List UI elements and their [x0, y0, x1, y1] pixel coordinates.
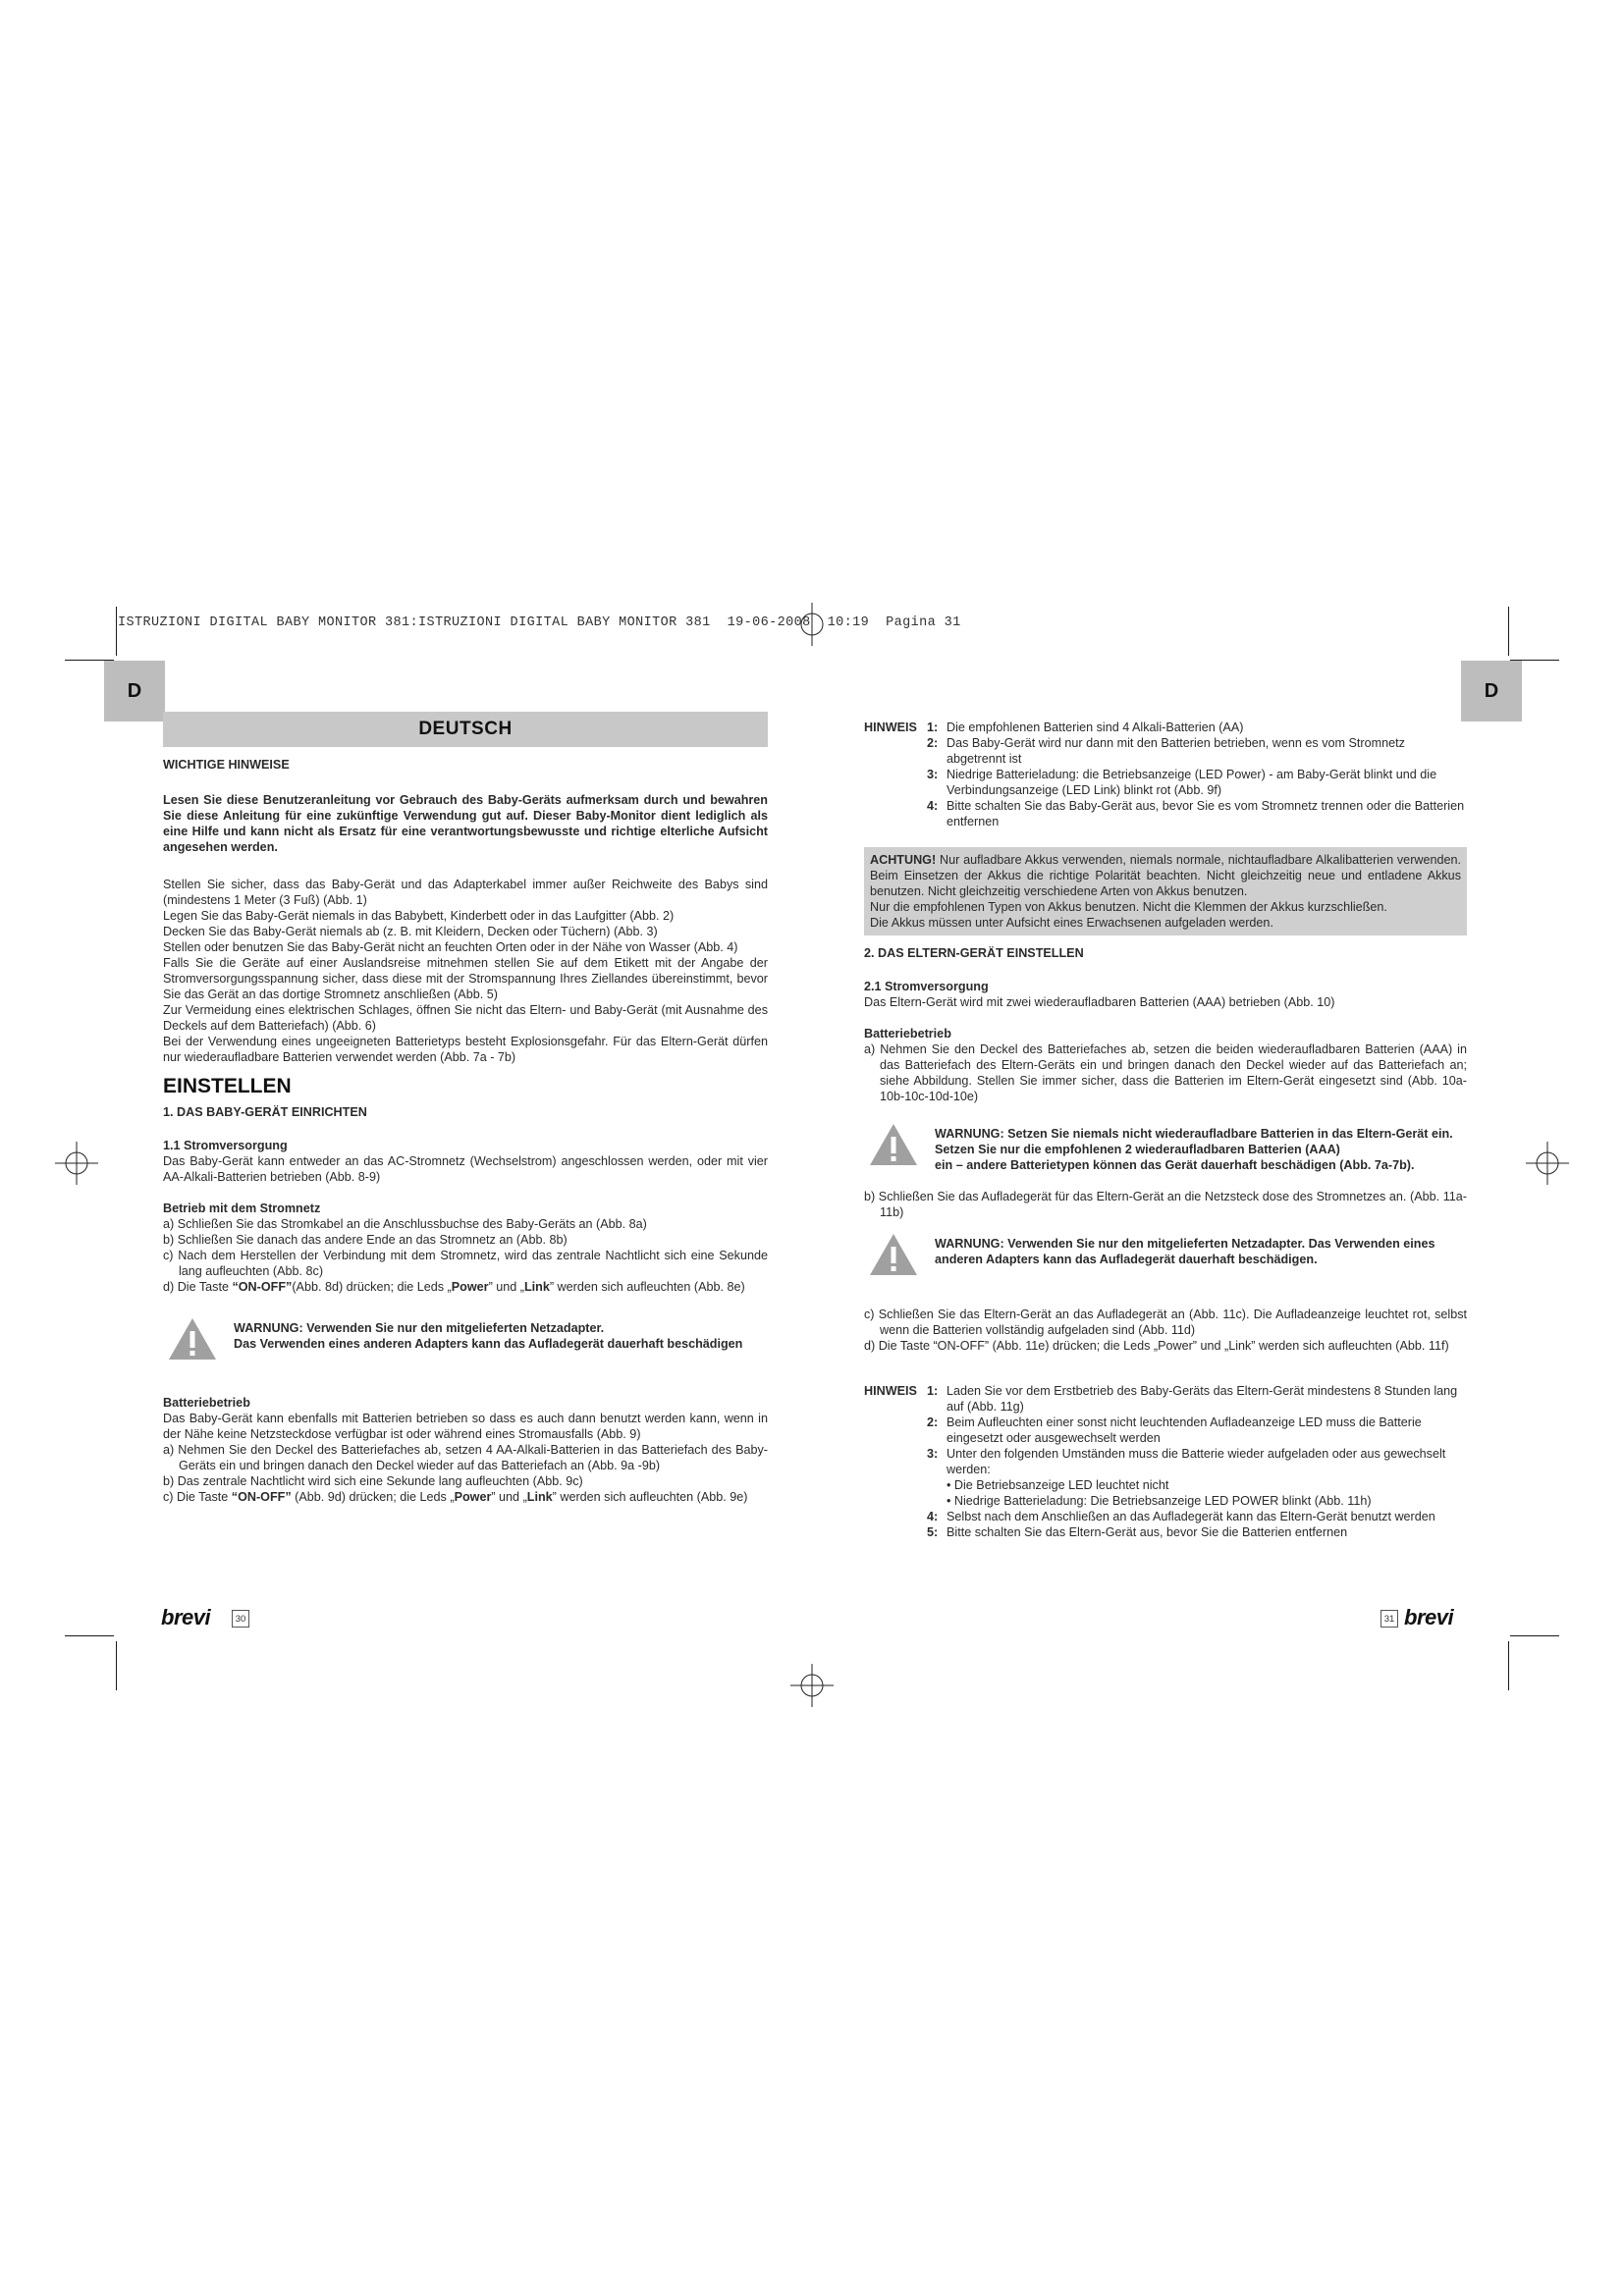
warning-triangle-icon	[868, 1232, 919, 1277]
baby-unit-heading: 1. DAS BABY-GERÄT EINRICHTEN	[163, 1105, 367, 1119]
crop-mark	[116, 607, 117, 656]
warning-triangle-icon	[167, 1316, 218, 1362]
safety-line: Zur Vermeidung eines elektrischen Schlages, öffnen Sie nicht das Eltern- und Baby-Gerät (mit Ausnahme des Deckels auf dem Batteriefach) (Abb. 6)	[163, 1003, 768, 1033]
mains-step-c: c) Nach dem Herstellen der Verbindung mit dem Stromnetz, wird das zentrale Nachtlicht sich eine Sekunde lang aufleuchten (Abb. 8c)	[163, 1249, 768, 1278]
note-item: 4: Selbst nach dem Anschließen an das Aufladegerät kann das Eltern-Gerät benutzt werden	[927, 1510, 1435, 1523]
crop-mark	[1510, 1635, 1559, 1636]
registration-mark-icon	[790, 603, 834, 646]
section-title: DEUTSCH	[163, 712, 768, 747]
battery-step-a: a) Nehmen Sie den Deckel des Batteriefaches ab, setzen die beiden wiederaufladbaren Batterien (AAA) in das Batteriefach des Eltern-Geräts ein und bringen danach den Deckel wieder auf das Batteriefach an; siehe Abbildung. Stellen Sie immer sicher, dass die Batterien im Eltern-Gerät eingesetzt sind (Abb. 10a-10b-10c-10d-10e)	[864, 1042, 1467, 1103]
attention-label: ACHTUNG!	[870, 853, 937, 867]
parent-unit-heading: 2. DAS ELTERN-GERÄT EINSTELLEN	[864, 946, 1084, 960]
power-text: Das Eltern-Gerät wird mit zwei wiederaufladbaren Batterien (AAA) betrieben (Abb. 10)	[864, 995, 1335, 1009]
note-item: 3: Niedrige Batterieladung: die Betriebsanzeige (LED Power) - am Baby-Gerät blinkt und die Verbindungsanzeige (LED Link) blinkt rot (Abb. 9f)	[927, 768, 1437, 797]
note-item: 1: Die empfohlenen Batterien sind 4 Alkali-Batterien (AA)	[927, 721, 1244, 734]
power-text: Das Baby-Gerät kann entweder an das AC-Stromnetz (Wechselstrom) angeschlossen werden, oder mit vier AA-Alkali-Batterien betrieben (Abb. 8-9)	[163, 1154, 768, 1184]
battery-text: Das Baby-Gerät kann ebenfalls mit Batterien betrieben so dass es auch dann benutzt werden kann, wenn in der Nähe keine Netzsteckdose verfügbar ist oder während eines Stromausfalls (Abb. 9)	[163, 1412, 768, 1441]
mains-step-a: a) Schließen Sie das Stromkabel an die Anschlussbuchse des Baby-Geräts an (Abb. 8a)	[163, 1217, 647, 1231]
mains-step-b: b) Schließen Sie danach das andere Ende an das Stromnetz an (Abb. 8b)	[163, 1233, 568, 1247]
safety-line: Falls Sie die Geräte auf einer Auslandsreise mitnehmen stellen Sie auf dem Etikett mit der Angabe der Stromversorgungsspannung sicher, dass diese mit der Stromspannung Ihres Ziellandes übereinstimmt, bevor Sie das Gerät an das dortige Stromnetz anschließen (Abb. 5)	[163, 956, 768, 1001]
intro-text: Lesen Sie diese Benutzeranleitung vor Gebrauch des Baby-Geräts aufmerksam durch und bewahren Sie diese Anleitung für eine zukünftige Verwendung gut auf. Dieser Baby-Monitor dient lediglich als eine Hilfe und kann nicht als Ersatz für eine verantwortungsbewusste und richtige elterliche Aufsicht angesehen werden.	[163, 793, 768, 854]
safety-line: Stellen oder benutzen Sie das Baby-Gerät nicht an feuchten Orten oder in der Nähe von Wasser (Abb. 4)	[163, 940, 738, 954]
crop-mark	[116, 1641, 117, 1690]
warning-adapter: WARNUNG: Verwenden Sie nur den mitgelieferten Netzadapter. Das Verwenden eines anderen Adapters kann das Aufladegerät dauerhaft beschädigen	[167, 1316, 768, 1362]
brand-logo: brevi	[1404, 1605, 1454, 1629]
crop-mark	[1508, 1641, 1509, 1690]
crop-mark	[65, 1635, 114, 1636]
battery-step-b: b) Schließen Sie das Aufladegerät für das Eltern-Gerät an die Netzsteck dose des Stromnetzes an. (Abb. 11a-11b)	[864, 1190, 1467, 1219]
warning-triangle-icon	[868, 1122, 919, 1167]
setup-heading: EINSTELLEN	[163, 1075, 292, 1097]
note-item: 3: Unter den folgenden Umständen muss die Batterie wieder aufgeladen oder aus gewechselt werden:	[927, 1447, 1446, 1476]
warning-adapter: WARNUNG: Verwenden Sie nur den mitgelieferten Netzadapter. Das Verwenden eines anderen Adapters kann das Aufladegerät dauerhaft beschädigen.	[868, 1232, 1467, 1277]
note-item: 2: Beim Aufleuchten einer sonst nicht leuchtenden Aufladeanzeige LED muss die Batterie eingesetzt oder ausgewechselt werden	[927, 1415, 1422, 1445]
left-page	[163, 712, 768, 1505]
safety-list	[163, 877, 768, 1065]
note-item: 5: Bitte schalten Sie das Eltern-Gerät aus, bevor Sie die Batterien entfernen	[927, 1525, 1348, 1539]
battery-step-d: d) Die Taste “ON-OFF” (Abb. 11e) drücken; die Leds „Power” und „Link” werden sich aufleuchten (Abb. 11f)	[864, 1339, 1449, 1353]
attention-box: ACHTUNG! Nur aufladbare Akkus verwenden, niemals normale, nichtaufladbare Alkalibatterien verwenden. Beim Einsetzen der Akkus die richtige Polarität beachten. Nicht gleichzeitig neue und entladene Akkus benutzen. Nicht gleichzeitig verschiedene Arten von Akkus benutzen. Nur die empfohlenen Typen von Akkus benutzen. Nicht die Klemmen der Akkus kurzschließen. Die Akkus müssen unter Aufsicht eines Erwachsenen aufgeladen werden.	[864, 847, 1467, 935]
mains-heading: Betrieb mit dem Stromnetz	[163, 1201, 321, 1215]
note-block	[864, 720, 1467, 829]
brand-logo: brevi	[161, 1605, 211, 1629]
note-item: 1: Laden Sie vor dem Erstbetrieb des Baby-Geräts das Eltern-Gerät mindestens 8 Stunden lang auf (Abb. 11g)	[927, 1384, 1458, 1414]
note-item: • Die Betriebsanzeige LED leuchtet nicht	[947, 1478, 1169, 1492]
note-item: • Niedrige Batterieladung: Die Betriebsanzeige LED POWER blinkt (Abb. 11h)	[947, 1494, 1372, 1508]
language-tab-left: D	[104, 661, 165, 721]
language-tab-right: D	[1461, 661, 1522, 721]
battery-step-c: c) Schließen Sie das Eltern-Gerät an das Aufladegerät an (Abb. 11c). Die Aufladeanzeige leuchtet rot, selbst wenn die Batterien vollständig aufgeladen sind (Abb. 11d)	[864, 1308, 1467, 1337]
warning-batteries: WARNUNG: Setzen Sie niemals nicht wiederaufladbare Batterien in das Eltern-Gerät ein. Setzen Sie nur die empfohlenen 2 wiederaufladbaren Batterien (AAA) ein – andere Batterietypen können das Gerät dauerhaft beschädigen (Abb. 7a-7b).	[868, 1122, 1467, 1173]
note-block	[864, 1383, 1467, 1540]
page-number: 31	[1380, 1610, 1398, 1628]
safety-line: Stellen Sie sicher, dass das Baby-Gerät und das Adapterkabel immer außer Reichweite des Babys sind (mindestens 1 Meter (3 Fuß) (Abb. 1)	[163, 878, 768, 907]
note-item: 2: Das Baby-Gerät wird nur dann mit den Batterien betrieben, wenn es vom Stromnetz abgetrennt ist	[927, 736, 1405, 766]
note-label: HINWEIS	[864, 1384, 917, 1398]
mains-step-d: d) Die Taste “ON-OFF”(Abb. 8d) drücken; die Leds „Power” und „Link” werden sich aufleuchten (Abb. 8e)	[163, 1280, 745, 1294]
battery-heading: Batteriebetrieb	[163, 1396, 250, 1410]
power-heading: 2.1 Stromversorgung	[864, 980, 989, 993]
registration-mark-icon	[790, 1664, 834, 1707]
right-page	[864, 720, 1467, 1540]
safety-line: Decken Sie das Baby-Gerät niemals ab (z. B. mit Kleidern, Decken oder Tüchern) (Abb. 3)	[163, 925, 658, 938]
battery-step-c: c) Die Taste “ON-OFF” (Abb. 9d) drücken; die Leds „Power” und „Link” werden sich aufleuchten (Abb. 9e)	[163, 1490, 748, 1504]
safety-line: Legen Sie das Baby-Gerät niemals in das Babybett, Kinderbett oder in das Laufgitter (Abb. 2)	[163, 909, 675, 923]
important-heading: WICHTIGE HINWEISE	[163, 758, 290, 772]
battery-step-a: a) Nehmen Sie den Deckel des Batteriefaches ab, setzen 4 AA-Alkali-Batterien in das Batteriefach des Baby-Geräts ein und bringen danach den Deckel wieder auf das Batteriefach an (Abb. 9a -9b)	[163, 1443, 768, 1472]
battery-heading: Batteriebetrieb	[864, 1027, 951, 1041]
page-number: 30	[232, 1610, 249, 1628]
safety-line: Bei der Verwendung eines ungeeigneten Batterietyps besteht Explosionsgefahr. Für das Eltern-Gerät dürfen nur wiederaufladbare Batterien verwendet werden (Abb. 7a - 7b)	[163, 1035, 768, 1064]
battery-step-b: b) Das zentrale Nachtlicht wird sich eine Sekunde lang aufleuchten (Abb. 9c)	[163, 1474, 583, 1488]
crop-mark	[1508, 607, 1509, 656]
registration-mark-icon	[1526, 1142, 1569, 1185]
note-item: 4: Bitte schalten Sie das Baby-Gerät aus, bevor Sie es vom Stromnetz trennen oder die Batterien entfernen	[927, 799, 1465, 828]
registration-mark-icon	[55, 1142, 98, 1185]
power-heading: 1.1 Stromversorgung	[163, 1139, 288, 1152]
print-slug: ISTRUZIONI DIGITAL BABY MONITOR 381:ISTRUZIONI DIGITAL BABY MONITOR 381 19-06-2008 10:19 Pagina 31	[118, 615, 961, 630]
note-label: HINWEIS	[864, 721, 917, 734]
